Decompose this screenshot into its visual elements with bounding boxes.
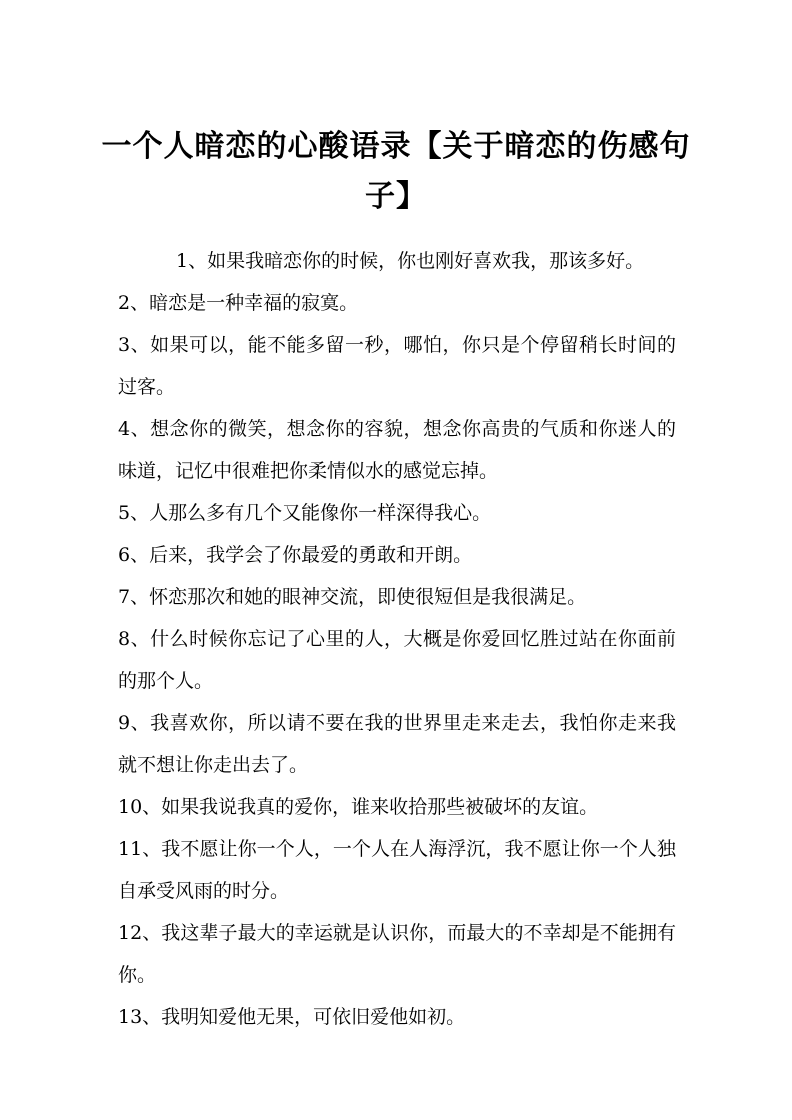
paragraph-3: 3、如果可以，能不能多留一秒，哪怕，你只是个停留稍长时间的过客。: [118, 334, 676, 398]
paragraph-1: 1、如果我暗恋你的时候，你也刚好喜欢我，那该多好。: [176, 250, 645, 272]
paragraph-6: 6、后来，我学会了你最爱的勇敢和开朗。: [118, 544, 473, 566]
paragraph-12: 12、我这辈子最大的幸运就是认识你，而最大的不幸却是不能拥有你。: [118, 922, 676, 986]
document-body: [118, 240, 676, 1038]
paragraph-10: 10、如果我说我真的爱你，谁来收拾那些被破坏的友谊。: [118, 796, 599, 818]
paragraph-8: 8、什么时候你忘记了心里的人，大概是你爱回忆胜过站在你面前的那个人。: [118, 628, 676, 692]
paragraph-13: 13、我明知爱他无果，可依旧爱他如初。: [118, 1006, 466, 1028]
document-title: 一个人暗恋的心酸语录【关于暗恋的伤感句子】: [101, 129, 691, 214]
paragraph-4: 4、想念你的微笑，想念你的容貌，想念你高贵的气质和你迷人的味道，记忆中很难把你柔情似水的感觉忘掉。: [118, 418, 676, 482]
paragraph-2: 2、暗恋是一种幸福的寂寞。: [118, 292, 359, 314]
paragraph-11: 11、我不愿让你一个人，一个人在人海浮沉，我不愿让你一个人独自承受风雨的时分。: [118, 838, 676, 902]
paragraph-9: 9、我喜欢你，所以请不要在我的世界里走来走去，我怕你走来我就不想让你走出去了。: [118, 712, 676, 776]
paragraph-7: 7、怀恋那次和她的眼神交流，即使很短但是我很满足。: [118, 586, 587, 608]
paragraph-5: 5、人那么多有几个又能像你一样深得我心。: [118, 502, 492, 524]
